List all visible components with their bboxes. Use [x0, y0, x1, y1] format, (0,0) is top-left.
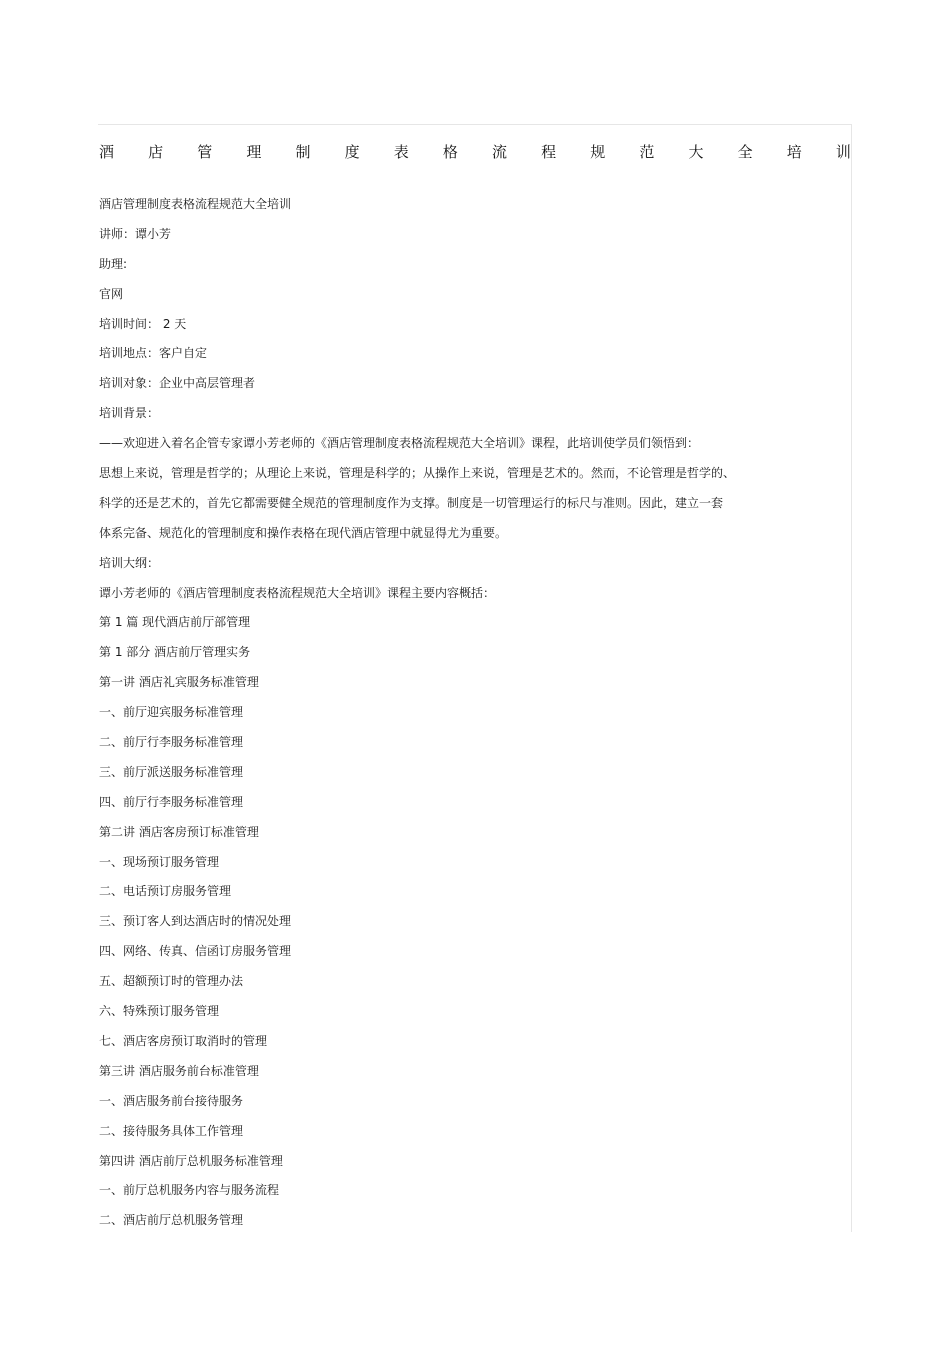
document-body [99, 192, 819, 1238]
text-line: 第 1 部分 酒店前厅管理实务 [99, 645, 251, 660]
text-line: 一、酒店服务前台接待服务 [99, 1093, 244, 1108]
title-char: 管 [197, 142, 213, 161]
text-line: 二、电话预订房服务管理 [99, 884, 232, 899]
text-line: 培训时间： 2 天 [99, 316, 187, 331]
title-char: 度 [344, 142, 360, 161]
text-line: 五、超额预订时的管理办法 [99, 974, 244, 989]
text-line: 培训背景： [99, 406, 160, 421]
title-char: 范 [639, 142, 655, 161]
text-line: 四、网络、传真、信函订房服务管理 [99, 944, 292, 959]
title-char: 程 [541, 142, 557, 161]
text-line: 思想上来说，管理是哲学的；从理论上来说，管理是科学的；从操作上来说，管理是艺术的。然而，不论管理是哲学的、 [99, 466, 736, 481]
text-line: 一、前厅总机服务内容与服务流程 [99, 1183, 280, 1198]
text-line: 讲师：谭小芳 [99, 226, 172, 241]
title-char: 格 [442, 142, 458, 161]
text-line: 培训对象：企业中高层管理者 [99, 376, 256, 391]
text-line: 一、现场预订服务管理 [99, 854, 220, 869]
text-line: 三、前厅派送服务标准管理 [99, 764, 244, 779]
page-border-top [98, 124, 852, 125]
text-line: 第 1 篇 现代酒店前厅部管理 [99, 615, 251, 630]
text-line: 四、前厅行李服务标准管理 [99, 794, 244, 809]
title-char: 制 [295, 142, 311, 161]
title-char: 流 [492, 142, 508, 161]
text-line: 酒店管理制度表格流程规范大全培训 [99, 197, 292, 211]
title-char: 店 [148, 142, 164, 161]
text-line: 二、酒店前厅总机服务管理 [99, 1213, 244, 1228]
title-char: 酒 [99, 142, 115, 161]
text-line: 官网 [99, 286, 124, 301]
page-border-right [851, 124, 852, 1232]
text-line: 第四讲 酒店前厅总机服务标准管理 [99, 1153, 283, 1168]
text-line: 培训地点：客户自定 [99, 346, 208, 361]
text-line: 助理: [99, 256, 128, 271]
text-line: 培训大纲： [99, 555, 160, 570]
text-line: 第三讲 酒店服务前台标准管理 [99, 1063, 259, 1078]
title-char: 表 [393, 142, 409, 161]
text-line: 二、接待服务具体工作管理 [99, 1123, 244, 1138]
title-char: 全 [737, 142, 753, 161]
title-char: 大 [688, 142, 704, 161]
text-line: 三、预订客人到达酒店时的情况处理 [99, 914, 292, 929]
text-line: 第一讲 酒店礼宾服务标准管理 [99, 675, 259, 690]
text-line: ——欢迎进入着名企管专家谭小芳老师的《酒店管理制度表格流程规范大全培训》课程，此培训使学员们领悟到： [99, 436, 700, 451]
text-line: 第二讲 酒店客房预订标准管理 [99, 824, 259, 839]
text-line: 六、特殊预订服务管理 [99, 1004, 220, 1019]
title-char: 规 [590, 142, 606, 161]
title-char: 训 [835, 142, 851, 161]
text-line: 谭小芳老师的《酒店管理制度表格流程规范大全培训》课程主要内容概括： [99, 585, 496, 600]
document-title [99, 140, 851, 162]
title-char: 培 [786, 142, 802, 161]
text-line: 体系完备、规范化的管理制度和操作表格在现代酒店管理中就显得尤为重要。 [99, 525, 508, 540]
title-char: 理 [246, 142, 262, 161]
text-line: 一、前厅迎宾服务标准管理 [99, 705, 244, 720]
text-line: 科学的还是艺术的，首先它都需要健全规范的管理制度作为支撑。制度是一切管理运行的标尺与准则。因此，建立一套 [99, 495, 724, 510]
text-line: 二、前厅行李服务标准管理 [99, 735, 244, 750]
text-line: 七、酒店客房预订取消时的管理 [99, 1033, 268, 1048]
